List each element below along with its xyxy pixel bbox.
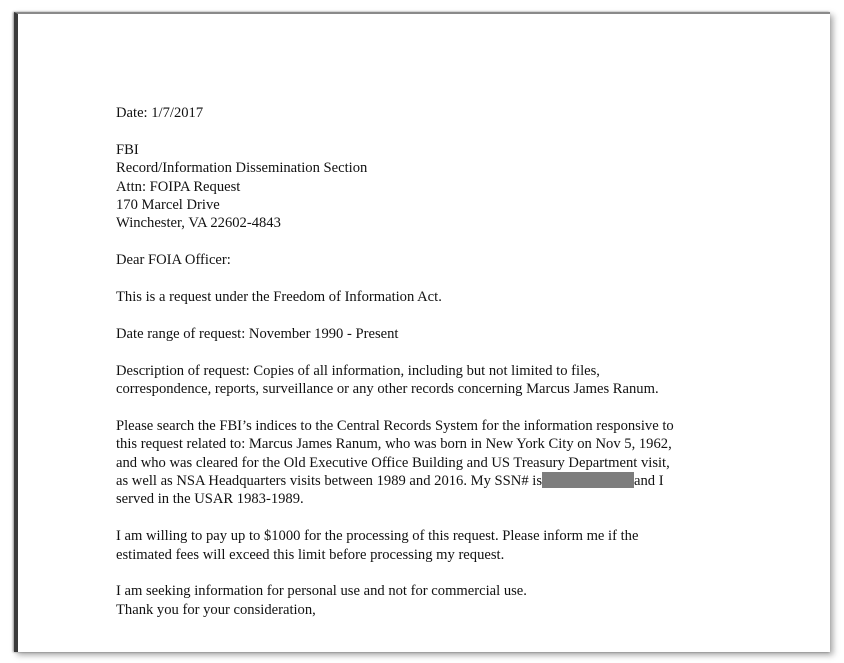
search-line-4 — [116, 472, 756, 490]
address-line-2: Record/Information Dissemination Section — [116, 160, 368, 177]
search-line-3: and who was cleared for the Old Executive Office Building and US Treasury Department visit, — [116, 454, 670, 471]
closing-paragraph — [116, 582, 756, 619]
address-line-3: Attn: FOIPA Request — [116, 178, 241, 195]
search-paragraph — [116, 417, 756, 509]
address-line-5: Winchester, VA 22602-4843 — [116, 215, 281, 232]
address-block — [116, 141, 756, 233]
fees-line-1: I am willing to pay up to $1000 for the processing of this request. Please inform me if the — [116, 528, 639, 545]
address-line-1: FBI — [116, 141, 139, 158]
search-line-4-start: as well as NSA Headquarters visits between 1989 and 2016. My SSN# is — [116, 473, 543, 490]
fees-line-2: estimated fees will exceed this limit before processing my request. — [116, 546, 505, 563]
address-line-4: 170 Marcel Drive — [116, 197, 220, 214]
search-line-1: Please search the FBI’s indices to the Central Records System for the information responsive to — [116, 417, 674, 434]
date-line: Date: 1/7/2017 — [116, 105, 204, 121]
intro-paragraph — [116, 288, 756, 306]
salutation: Dear FOIA Officer: — [116, 252, 231, 269]
closing-line-2: Thank you for your consideration, — [116, 601, 316, 618]
search-line-4-end: and I — [634, 473, 664, 490]
search-line-2: this request related to: Marcus James Ranum, who was born in New York City on Nov 5, 1962, — [116, 436, 672, 453]
salutation-paragraph — [116, 251, 756, 269]
ssn-redaction-block — [542, 472, 634, 488]
description-line-2: correspondence, reports, surveillance or any other records concerning Marcus James Ranum. — [116, 381, 659, 398]
closing-line-1: I am seeking information for personal use and not for commercial use. — [116, 583, 527, 600]
letter-body — [116, 104, 756, 619]
intro-line: This is a request under the Freedom of Information Act. — [116, 289, 442, 306]
date-paragraph — [116, 104, 756, 122]
fees-paragraph — [116, 527, 756, 564]
date-range-paragraph — [116, 325, 756, 343]
search-line-5: served in the USAR 1983-1989. — [116, 491, 304, 508]
description-paragraph — [116, 362, 756, 399]
date-range-line: Date range of request: November 1990 - Present — [116, 325, 399, 342]
description-line-1: Description of request: Copies of all information, including but not limited to files, — [116, 362, 600, 379]
document-page — [14, 12, 830, 652]
